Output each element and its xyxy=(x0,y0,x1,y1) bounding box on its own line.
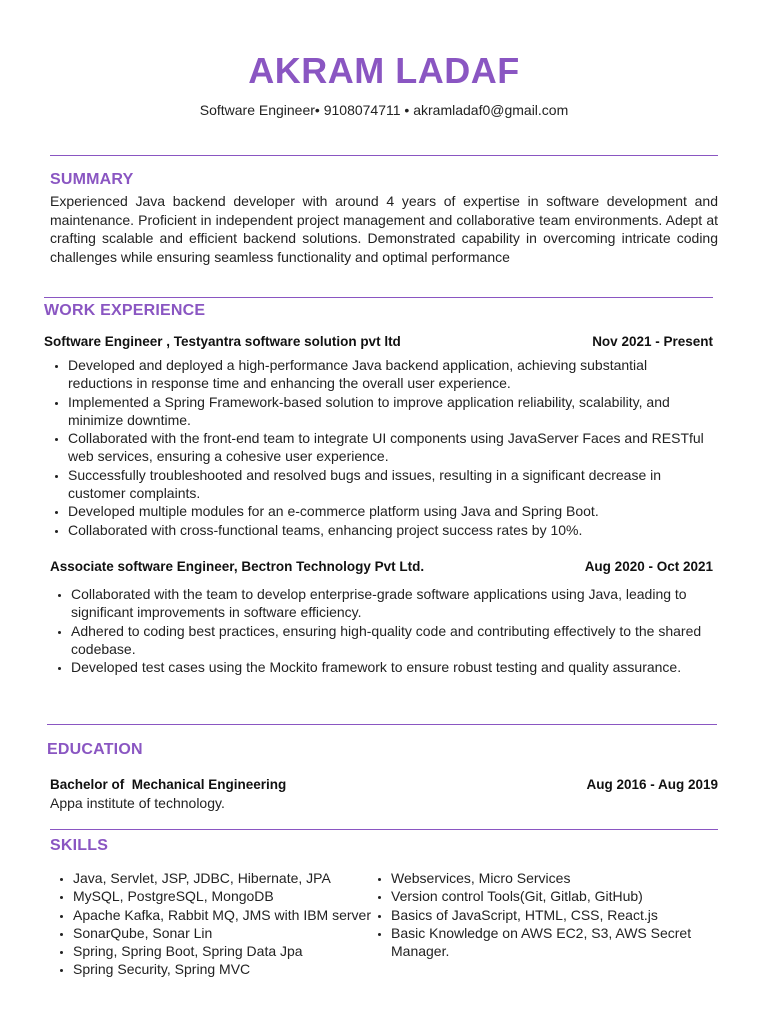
job-bullet: • Adhered to coding best practices, ensuring high-quality code and contributing effectively to the shared codebase. xyxy=(71,622,731,659)
job-bullet: • Collaborated with cross-functional teams, enhancing project success rates by 10%. xyxy=(68,521,708,539)
job-dates: Aug 2020 - Oct 2021 xyxy=(584,559,713,574)
summary-heading: SUMMARY xyxy=(50,171,134,188)
job-2-bullets xyxy=(47,585,731,676)
skill-item: • Basics of JavaScript, HTML, CSS, React.js xyxy=(391,906,741,924)
skills-heading: SKILLS xyxy=(50,837,109,854)
education-divider xyxy=(50,829,718,830)
skill-item: • Java, Servlet, JSP, JDBC, Hibernate, JPA xyxy=(73,869,373,887)
skills-right-list xyxy=(367,869,741,960)
school-name: Appa institute of technology. xyxy=(50,795,225,811)
job-1-bullets xyxy=(44,356,708,539)
candidate-name: AKRAM LADAF xyxy=(248,50,520,91)
skill-item: • SonarQube, Sonar Lin xyxy=(73,924,373,942)
summary-divider xyxy=(44,297,713,298)
job-bullet: • Collaborated with the team to develop enterprise-grade software applications using Java, leading to significant improvements in software efficiency. xyxy=(71,585,731,622)
education-heading: EDUCATION xyxy=(47,741,143,758)
job-dates: Nov 2021 - Present xyxy=(592,334,713,349)
contact-line: Software Engineer• 9108074711 • akramladaf0@gmail.com xyxy=(199,102,569,118)
job-header-2 xyxy=(50,559,713,574)
summary-text: Experienced Java backend developer with around 4 years of expertise in software development and maintenance. Proficient in independent project management and collaborative team environments. Adept at crafting scalable and efficient backend solutions. Demonstrated capability in overcoming intricate coding challenges while ensuring seamless functionality and optimal performance xyxy=(50,193,718,265)
job-bullet: • Developed and deployed a high-performance Java backend application, achieving substantial reductions in response time and enhancing the overall user experience. xyxy=(68,356,708,393)
job-title: Associate software Engineer, Bectron Technology Pvt Ltd. xyxy=(50,559,425,574)
work-experience-heading: WORK EXPERIENCE xyxy=(44,302,206,319)
skills-left-list xyxy=(49,869,373,979)
skill-item: • Apache Kafka, Rabbit MQ, JMS with IBM server xyxy=(73,906,373,924)
skill-item: • Spring Security, Spring MVC xyxy=(73,960,373,978)
job-bullet: • Implemented a Spring Framework-based solution to improve application reliability, scalability, and minimize downtime. xyxy=(68,393,708,430)
education-dates: Aug 2016 - Aug 2019 xyxy=(586,777,718,792)
job-header-1 xyxy=(44,334,713,349)
job-bullet: • Successfully troubleshooted and resolved bugs and issues, resulting in a significant decrease in customer complaints. xyxy=(68,466,708,503)
job-bullet: • Collaborated with the front-end team to integrate UI components using JavaServer Faces and RESTful web services, ensuring a cohesive user experience. xyxy=(68,429,708,466)
skill-item: • Spring, Spring Boot, Spring Data Jpa xyxy=(73,942,373,960)
job-title: Software Engineer , Testyantra software solution pvt ltd xyxy=(44,334,401,349)
header-divider xyxy=(50,155,718,156)
degree: Bachelor of Mechanical Engineering xyxy=(50,777,287,792)
skill-item: • MySQL, PostgreSQL, MongoDB xyxy=(73,887,373,905)
work-divider xyxy=(47,724,717,725)
skill-item: • Webservices, Micro Services xyxy=(391,869,741,887)
education-row xyxy=(50,777,718,792)
job-bullet: • Developed test cases using the Mockito framework to ensure robust testing and quality assurance. xyxy=(71,658,731,676)
skill-item: • Basic Knowledge on AWS EC2, S3, AWS Secret Manager. xyxy=(391,924,741,961)
skill-item: • Version control Tools(Git, Gitlab, GitHub) xyxy=(391,887,741,905)
job-bullet: • Developed multiple modules for an e-commerce platform using Java and Spring Boot. xyxy=(68,502,708,520)
